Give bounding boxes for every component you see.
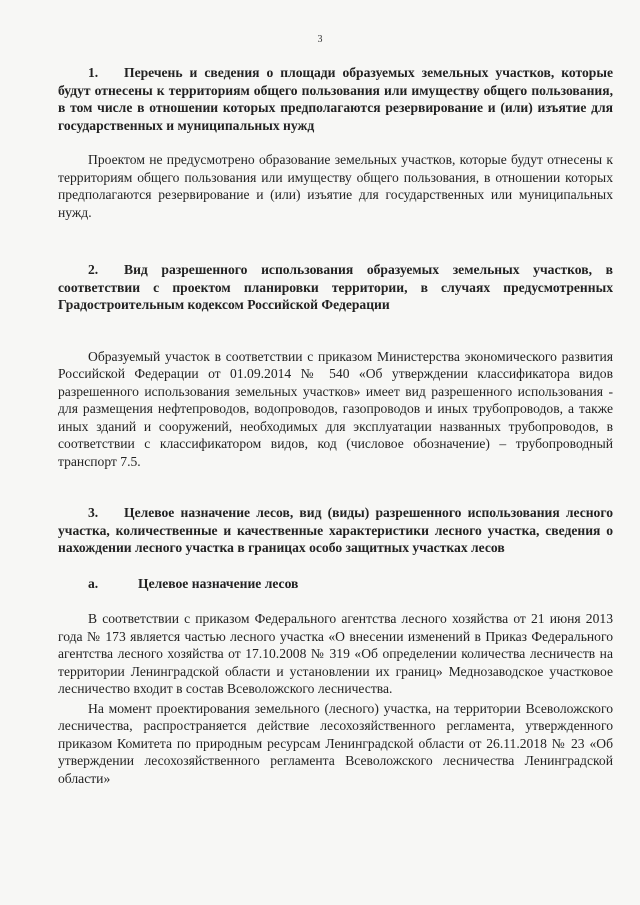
section-3-paragraph-2: На момент проектирования земельного (лесного) участка, на территории Всеволожского лесничества, распространяется действие лесохозяйственного регламента, утвержденного приказом Комитета по природным ресурсам Ленинградской области от 26.11.2018 № 23 «Об утверждении лесохозяйственного регламента Всеволожского лесничества Ленинградской области»: [58, 700, 613, 786]
section-3a-title: Целевое назначение лесов: [138, 575, 299, 591]
section-1-title: Перечень и сведения о площади образуемых земельных участков, которые будут отнесены к территориям общего пользования или имуществу общего пользования, в том числе в отношении которых предполагаются резервирование и (или) изъятие для государственных и муниципальных нужд: [58, 65, 613, 133]
section-3-number: 3.: [88, 505, 99, 520]
section-2-paragraph: Образуемый участок в соответствии с приказом Министерства экономического развития Российской Федерации от 01.09.2014 № 540 «Об утверждении классификатора видов разрешенного использования земельных участков» имеет вид разрешенного использования - для размещения нефтепроводов, водопроводов, газопроводов и иных трубопроводов, а также иных зданий и сооружений, необходимых для эксплуатации названных трубопроводов, в соответствии с классификатором видов, код (числовое обозначение) – трубопроводный транспорт 7.5.: [58, 348, 613, 469]
section-1-paragraph: Проектом не предусмотрено образование земельных участков, которые будут отнесены к территориям общего пользования или имуществу общего пользования, в отношении которых предполагаются резервирование и (или) изъятие для государственных или муниципальных нужд.: [58, 152, 613, 220]
section-3-paragraph-1: В соответствии с приказом Федерального агентства лесного хозяйства от 21 июня 2013 года № 173 является частью лесного участка «О внесении изменений в Приказ Федерального агентства лесного хозяйства от 17.10.2008 № 319 «Об определении количества лесничеств на территории Ленинградской области и установлении их границ» Меднозаводское участковое лесничество входит в состав Всеволожского лесничества.: [58, 611, 613, 696]
section-1-heading: [58, 64, 613, 134]
section-2-number: 2.: [88, 262, 99, 277]
page-number: 3: [317, 34, 323, 45]
document-body: [58, 64, 613, 787]
section-3-title: Целевое назначение лесов, вид (виды) разрешенного использования лесного участка, количественные и качественные характеристики лесного участка, сведения о нахождении лесного участка в границах особо защитных участках лесов: [58, 505, 613, 555]
section-3a-number: a.: [88, 575, 99, 591]
section-2-title: Вид разрешенного использования образуемых земельных участков, в соответствии с проектом планировки территории, в случаях предусмотренных Градостроительным кодексом Российской Федерации: [58, 262, 613, 312]
section-1-number: 1.: [88, 65, 99, 80]
section-2-heading: [58, 261, 613, 314]
section-3-heading: [58, 504, 613, 557]
section-3a-heading: [58, 575, 613, 593]
